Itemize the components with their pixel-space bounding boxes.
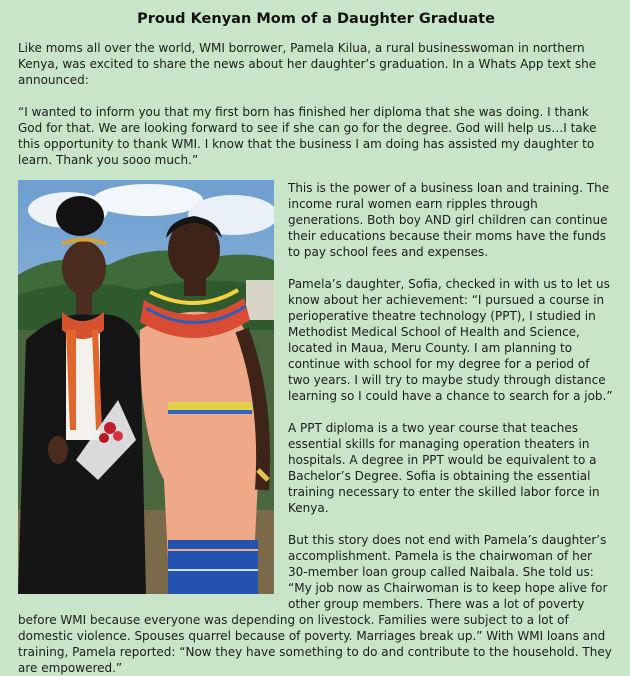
graduation-photo bbox=[18, 180, 274, 594]
article-paragraph: But this story does not end with Pamela’s daughter’s accomplishment. Pamela is the chairwoman of her 30-member loan group called Naibala. She told us: “My job now as Chairwoman is to keep hope alive for other group members. There was a lot of poverty before WMI because everyone was depending on livestock. Families were subject to a lot of domestic violence. Spouses quarrel because of poverty. Marriages break up.” With WMI loans and training, Pamela reported: “Now they have something to do and contribute to the household. They are empowered.” bbox=[18, 533, 612, 675]
intro-paragraph: Like moms all over the world, WMI borrower, Pamela Kilua, a rural businesswoman in northern Kenya, was excited to share the news about her daughter’s graduation. In a Whats App text she announced: bbox=[18, 41, 597, 87]
article-paragraph: Pamela’s daughter, Sofia, checked in with us to let us know about her achievement: “I pursued a course in perioperative theatre technology (PPT), I studied in Methodist Medical School of Health and Science, located in Maua, Meru County. I am planning to continue with school for my degree for a period of two years. I will try to maybe study through distance learning so I could have a chance to search for a job.” bbox=[288, 277, 613, 403]
article-body bbox=[18, 180, 614, 676]
quote-paragraph: “I wanted to inform you that my first born has finished her diploma that she was doing. I thank God for that. We are looking forward to see if she can go for the degree. God will help us…I take this opportunity to thank WMI. I know that the business I am doing has assisted my daughter to learn. Thank you sooo much.” bbox=[18, 105, 597, 167]
article-paragraph: A PPT diploma is a two year course that teaches essential skills for managing operation theaters in hospitals. A degree in PPT would be equivalent to a Bachelor’s Degree. Sofia is obtaining the essential training necessary to enter the skilled labor force in Kenya. bbox=[288, 421, 600, 515]
article-title: Proud Kenyan Mom of a Daughter Graduate bbox=[137, 11, 495, 27]
article-paragraph: This is the power of a business loan and training. The income rural women earn ripples through generations. Both boy AND girl children can continue their educations because their moms have the funds to pay school fees and expenses. bbox=[288, 181, 610, 259]
